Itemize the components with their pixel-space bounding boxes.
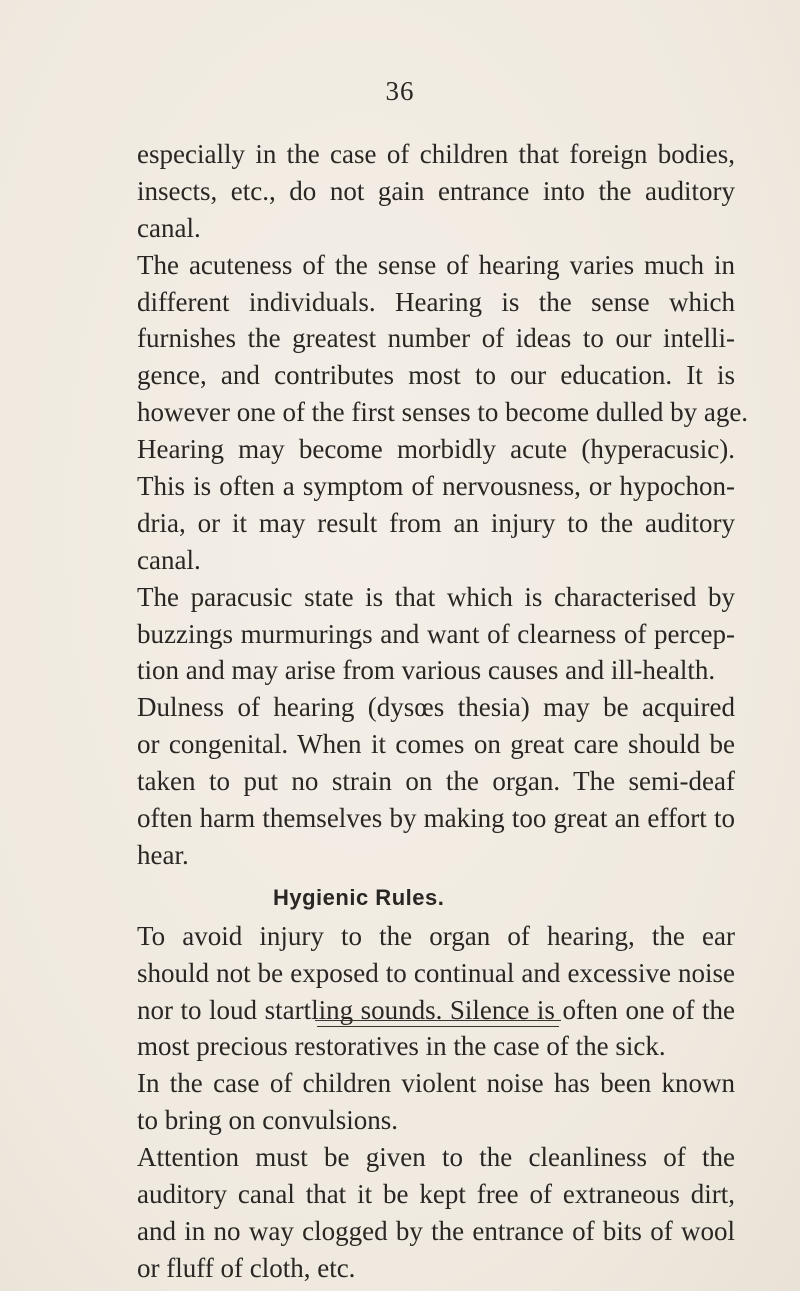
text-line: hear. xyxy=(137,839,189,870)
text-line: Attention must be given to the cleanliness of the xyxy=(137,1142,735,1173)
text-line: furnishes the greatest number of ideas to our intelli- xyxy=(137,323,735,354)
text-line: gence, and contributes most to our education. It is xyxy=(137,360,735,391)
text-line: or fluff of cloth, etc. xyxy=(137,1252,356,1283)
text-line: should not be exposed to continual and excessive noise xyxy=(137,957,735,988)
text-line: canal. xyxy=(137,544,201,575)
text-line: Dulness of hearing (dysœs thesia) may be acquired xyxy=(137,692,735,723)
text-line: The acuteness of the sense of hearing varies much in xyxy=(137,249,735,280)
text-line: different individuals. Hearing is the sense which xyxy=(137,286,735,317)
page-number: 36 xyxy=(385,76,415,106)
text-line: and in no way clogged by the entrance of bits of wool xyxy=(137,1215,735,1246)
text-line: to bring on convulsions. xyxy=(137,1105,398,1136)
text-line: often harm themselves by making too great an effort to xyxy=(137,803,735,834)
end-rule-bottom xyxy=(317,1026,559,1027)
text-line: Hearing may become morbidly acute (hyperacusic). xyxy=(137,434,735,465)
end-rule-top xyxy=(315,1020,561,1021)
text-line: buzzings murmurings and want of clearness of percep- xyxy=(137,618,735,649)
text-line: especially in the case of children that foreign bodies, xyxy=(137,139,735,169)
body-text xyxy=(137,136,749,1287)
text-line: To avoid injury to the organ of hearing, the ear xyxy=(137,920,735,951)
text-line: nor to loud startling sounds. Silence is often one of the xyxy=(137,994,735,1025)
text-line: taken to put no strain on the organ. The semi-deaf xyxy=(137,766,735,797)
text-line: however one of the first senses to become dulled by age. xyxy=(137,397,749,428)
text-line: dria, or it may result from an injury to the auditory xyxy=(137,507,735,538)
section-heading: Hygienic Rules. xyxy=(273,884,445,910)
text-line: auditory canal that it be kept free of extraneous dirt, xyxy=(137,1179,735,1210)
text-line: most precious restoratives in the case of the sick. xyxy=(137,1031,666,1062)
text-line: canal. xyxy=(137,212,201,243)
text-line: This is often a symptom of nervousness, or hypochon- xyxy=(137,471,735,502)
text-line: insects, etc., do not gain entrance into the auditory xyxy=(137,175,735,206)
text-line: The paracusic state is that which is characterised by xyxy=(137,581,735,612)
text-line: In the case of children violent noise has been known xyxy=(137,1068,735,1099)
text-line: or congenital. When it comes on great care should be xyxy=(137,729,735,760)
text-line: tion and may arise from various causes and ill-health. xyxy=(137,655,716,686)
